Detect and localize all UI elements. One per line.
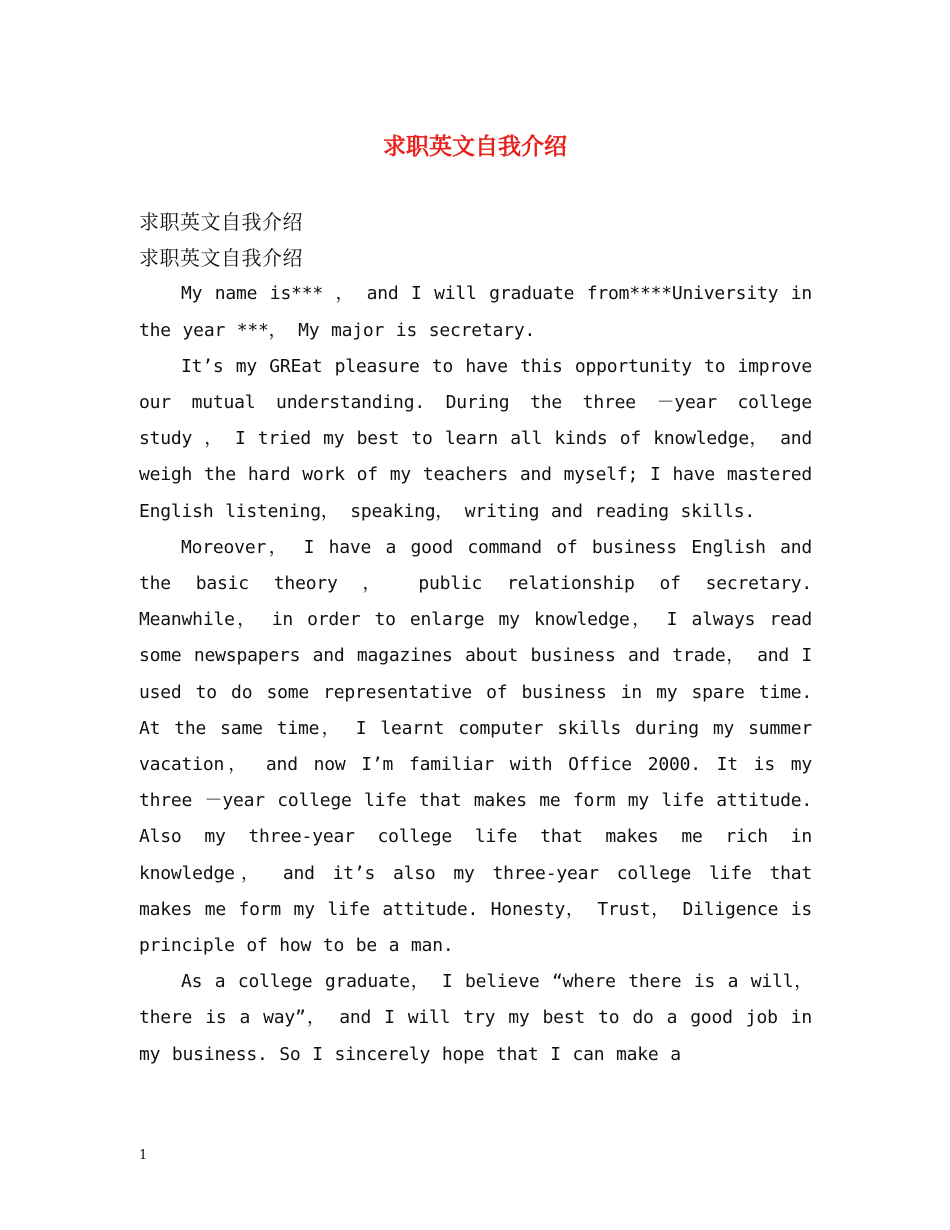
- subheading-1: 求职英文自我介绍: [139, 210, 303, 234]
- page-number: 1: [139, 1148, 148, 1163]
- paragraph-intro: My name is*** ， and I will graduate from****University in the year ***， My major is secretary.: [139, 283, 812, 341]
- document-title: 求职英文自我介绍: [383, 133, 567, 160]
- document-body: [139, 204, 812, 1073]
- paragraph-skills: Moreover， I have a good command of business English and the basic theory ， public relationship of secretary. Meanwhile， in order to enlarge my knowledge， I always read some newspapers and magazines about business and trade， and I used to do some representative of business in my spare time. At the same time， I learnt computer skills during my summer vacation， and now I’m familiar with Office 2000. It is my three －year college life that makes me form my life attitude. Also my three-year college life that makes me rich in knowledge， and it’s also my three-year college life that makes me form my life attitude. Honesty， Trust， Diligence is principle of how to be a man.: [139, 536, 812, 957]
- paragraph-study: It’s my GREat pleasure to have this opportunity to improve our mutual understanding. During the three －year college study ， I tried my best to learn all kinds of knowledge， and weigh the hard work of my teachers and myself; I have mastered English listening， speaking， writing and reading skills.: [139, 355, 812, 522]
- subheading-2: 求职英文自我介绍: [139, 246, 303, 271]
- paragraph-graduate: As a college graduate， I believe “where there is a will， there is a way”， and I will try my best to do a good job in my business. So I sincerely hope that I can make a: [139, 971, 812, 1065]
